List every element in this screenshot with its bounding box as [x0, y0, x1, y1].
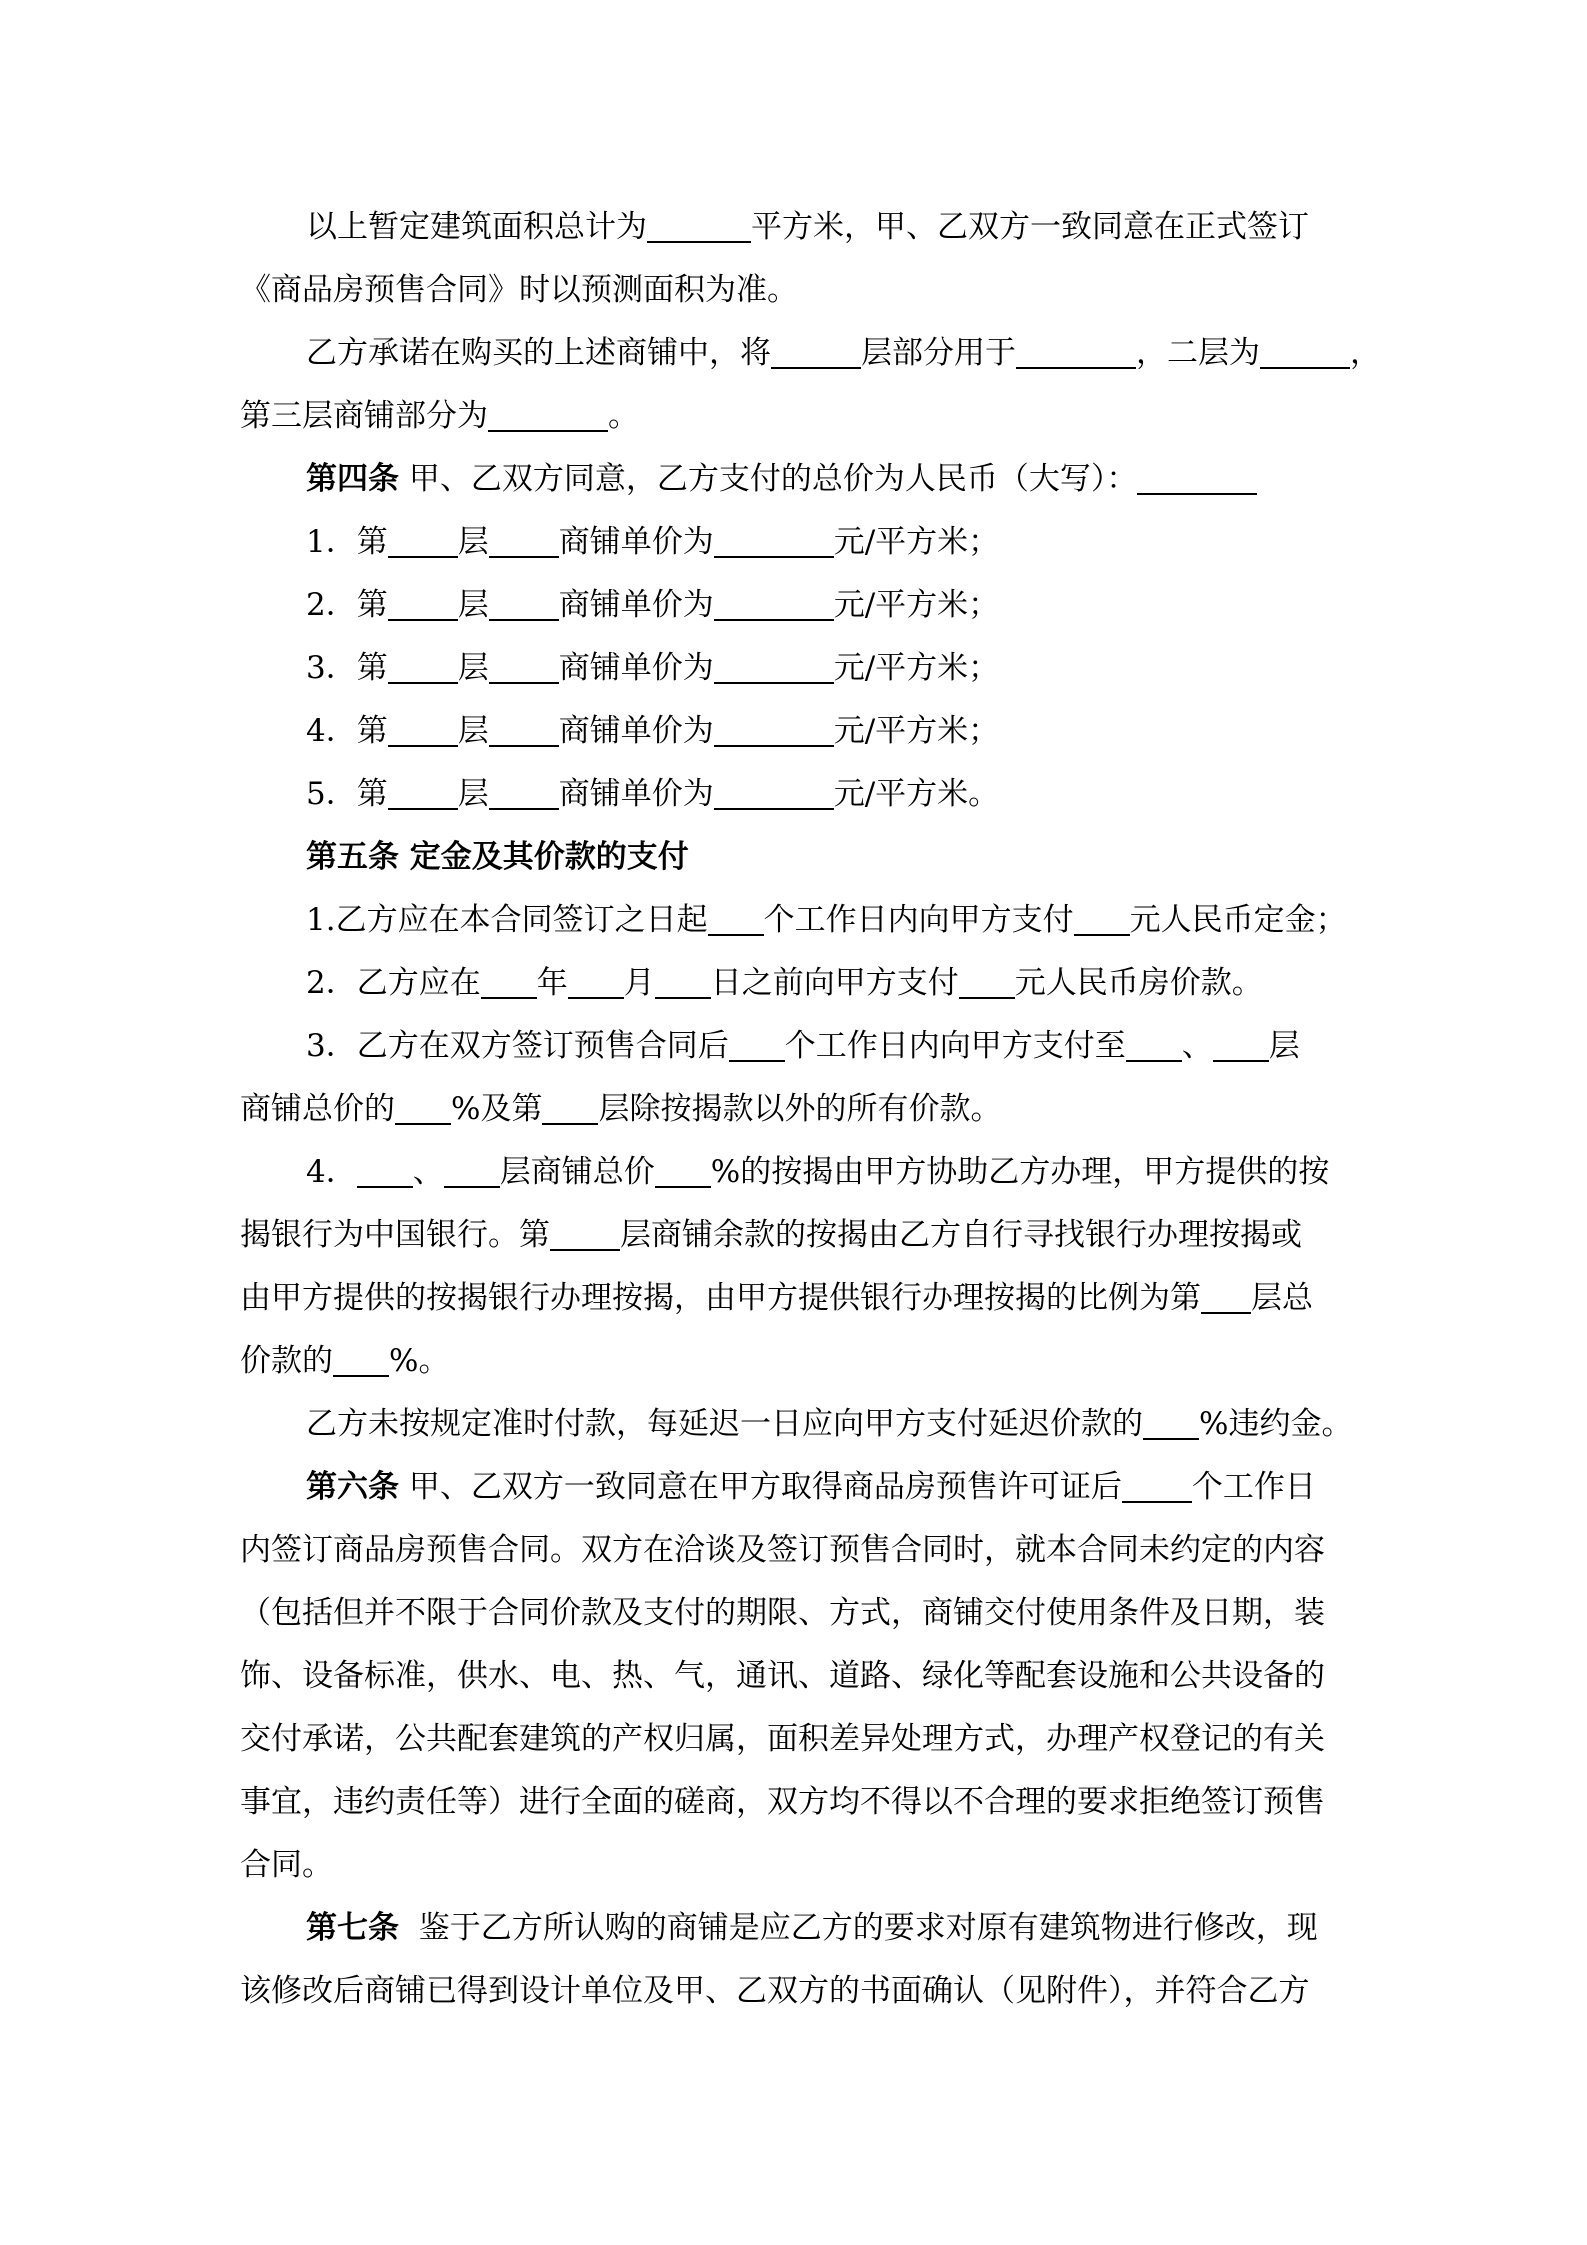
text: 揭银行为中国银行。第 — [240, 1217, 550, 1253]
text: 该修改后商铺已得到设计单位及甲、乙双方的书面确认（见附件），并符合乙方 — [240, 1973, 1310, 2009]
text: 3．乙方在双方签订预售合同后 — [306, 1028, 729, 1064]
blank-field — [1126, 1030, 1182, 1062]
article-title: 第六条 — [306, 1469, 399, 1505]
text: 层部分用于 — [861, 335, 1016, 371]
article-6-line-2 — [240, 1530, 1367, 1570]
blank-field — [388, 652, 458, 684]
payment-item-1 — [306, 900, 1367, 940]
text: 商铺单价为 — [558, 524, 714, 560]
blank-field — [1074, 904, 1130, 936]
blank-field — [729, 1030, 785, 1062]
text: 元/平方米。 — [833, 776, 1000, 812]
text: 商铺单价为 — [558, 713, 714, 749]
blank-field — [771, 337, 861, 369]
text: 层 — [457, 650, 489, 686]
text: 个工作日内向甲方支付 — [763, 902, 1074, 938]
blank-field — [489, 652, 559, 684]
text: 甲、乙双方一致同意在甲方取得商品房预售许可证后 — [408, 1469, 1122, 1505]
blank-field — [550, 1219, 620, 1251]
text: 商铺总价的 — [240, 1091, 395, 1127]
blank-field — [714, 715, 834, 747]
paragraph-promise-line-2 — [240, 396, 1367, 436]
blank-field — [655, 1156, 711, 1188]
text: 4． — [306, 1154, 357, 1190]
blank-field — [388, 778, 458, 810]
text: （包括但并不限于合同价款及支付的期限、方式，商铺交付使用条件及日期，装 — [240, 1595, 1325, 1631]
blank-field — [647, 211, 751, 243]
price-item — [306, 711, 1367, 751]
text: 2．第 — [306, 587, 388, 623]
text: 层商铺余款的按揭由乙方自行寻找银行办理按揭或 — [620, 1217, 1302, 1253]
text: 乙方承诺在购买的上述商铺中，将 — [306, 335, 771, 371]
text: 层 — [1268, 1028, 1300, 1064]
article-6-line-5 — [240, 1719, 1367, 1759]
article-6-line-3 — [240, 1593, 1367, 1633]
late-payment-clause — [306, 1404, 1367, 1444]
blank-field — [388, 526, 458, 558]
text: 、 — [1181, 1028, 1213, 1064]
article-title: 第五条 定金及其价款的支付 — [306, 839, 689, 875]
text: 层 — [457, 524, 489, 560]
text: ，二层为 — [1136, 335, 1260, 371]
text: 饰、设备标准，供水、电、热、气，通讯、道路、绿化等配套设施和公共设备的 — [240, 1658, 1325, 1694]
blank-field — [1213, 1030, 1269, 1062]
payment-item-4-line-3 — [240, 1278, 1367, 1318]
text: 层 — [457, 713, 489, 749]
payment-item-2 — [306, 963, 1367, 1003]
text: 日之前向甲方支付 — [710, 965, 959, 1001]
article-6-line-7 — [240, 1845, 1367, 1885]
article-6-line-6 — [240, 1782, 1367, 1822]
text: 个工作日内向甲方支付至 — [784, 1028, 1126, 1064]
article-title: 第四条 — [306, 461, 399, 497]
text: %。 — [389, 1343, 450, 1379]
text: 由甲方提供的按揭银行办理按揭，由甲方提供银行办理按揭的比例为第 — [240, 1280, 1201, 1316]
text: %及第 — [451, 1091, 543, 1127]
blank-field — [714, 778, 834, 810]
price-item — [306, 585, 1367, 625]
blank-field — [357, 1156, 413, 1188]
text: 甲、乙双方同意，乙方支付的总价为人民币（大写）： — [408, 461, 1138, 497]
blank-field — [959, 967, 1015, 999]
text: 内签订商品房预售合同。双方在洽谈及签订预售合同时，就本合同未约定的内容 — [240, 1532, 1325, 1568]
text: 月 — [623, 965, 655, 1001]
blank-field — [489, 526, 559, 558]
text: 4．第 — [306, 713, 388, 749]
blank-field — [388, 589, 458, 621]
text: 层商铺总价 — [499, 1154, 655, 1190]
blank-field — [708, 904, 764, 936]
text: 以上暂定建筑面积总计为 — [306, 209, 647, 245]
text: 5．第 — [306, 776, 388, 812]
text: 元人民币房价款。 — [1014, 965, 1263, 1001]
blank-field — [395, 1093, 451, 1125]
text: 《商品房预售合同》时以预测面积为准。 — [240, 272, 798, 308]
blank-field — [655, 967, 711, 999]
text: 事宜，违约责任等）进行全面的磋商，双方均不得以不合理的要求拒绝签订预售 — [240, 1784, 1325, 1820]
payment-item-3-line-2 — [240, 1089, 1367, 1129]
text: 元/平方米； — [833, 713, 1000, 749]
payment-item-4-line-2 — [240, 1215, 1367, 1255]
text: 元/平方米； — [833, 587, 1000, 623]
blank-field — [333, 1345, 389, 1377]
price-item — [306, 522, 1367, 562]
blank-field — [714, 589, 834, 621]
text: 商铺单价为 — [558, 650, 714, 686]
price-item — [306, 648, 1367, 688]
text: 2．乙方应在 — [306, 965, 481, 1001]
article-6-line-1 — [306, 1467, 1367, 1507]
text: 层 — [457, 587, 489, 623]
text: 第三层商铺部分为 — [240, 398, 488, 434]
text: ， — [1350, 335, 1381, 371]
text: 鉴于乙方所认购的商铺是应乙方的要求对原有建筑物进行修改，现 — [418, 1910, 1318, 1946]
payment-item-3-line-1 — [306, 1026, 1367, 1066]
blank-field — [1260, 337, 1350, 369]
text: 。 — [608, 398, 639, 434]
text: 层总 — [1251, 1280, 1313, 1316]
blank-field — [714, 652, 834, 684]
blank-field — [1201, 1282, 1251, 1314]
paragraph-promise-line-1 — [306, 333, 1381, 373]
payment-item-4-line-1 — [306, 1152, 1367, 1192]
article-4-heading — [306, 459, 1367, 499]
blank-field — [1016, 337, 1136, 369]
text: 乙方未按规定准时付款，每延迟一日应向甲方支付延迟价款的 — [306, 1406, 1143, 1442]
text: 个工作日 — [1191, 1469, 1316, 1505]
article-6-line-4 — [240, 1656, 1367, 1696]
text: 价款的 — [240, 1343, 333, 1379]
paragraph-area-line-1 — [306, 207, 1367, 247]
text: 交付承诺，公共配套建筑的产权归属，面积差异处理方式，办理产权登记的有关 — [240, 1721, 1325, 1757]
text: %的按揭由甲方协助乙方办理，甲方提供的按 — [710, 1154, 1330, 1190]
text: 年 — [536, 965, 568, 1001]
blank-field — [444, 1156, 500, 1188]
blank-field — [488, 400, 608, 432]
blank-field — [1137, 463, 1257, 495]
article-title: 第七条 — [306, 1910, 399, 1946]
text: 元/平方米； — [833, 650, 1000, 686]
blank-field — [1122, 1471, 1192, 1503]
text: 层除按揭款以外的所有价款。 — [598, 1091, 1002, 1127]
article-7-line-1 — [306, 1908, 1367, 1948]
blank-field — [1143, 1408, 1199, 1440]
text: 、 — [412, 1154, 444, 1190]
text: 元/平方米； — [833, 524, 1000, 560]
blank-field — [489, 589, 559, 621]
blank-field — [481, 967, 537, 999]
text: 3．第 — [306, 650, 388, 686]
blank-field — [489, 715, 559, 747]
text: 元人民币定金； — [1129, 902, 1347, 938]
blank-field — [489, 778, 559, 810]
article-7-line-2 — [240, 1971, 1367, 2011]
text: 1．第 — [306, 524, 388, 560]
text: 层 — [457, 776, 489, 812]
text: 1.乙方应在本合同签订之日起 — [306, 902, 708, 938]
paragraph-area-line-2 — [240, 270, 1367, 310]
article-5-heading — [306, 837, 1367, 877]
price-item — [306, 774, 1367, 814]
blank-field — [542, 1093, 598, 1125]
text: 平方米，甲、乙双方一致同意在正式签订 — [751, 209, 1309, 245]
blank-field — [388, 715, 458, 747]
text: 商铺单价为 — [558, 776, 714, 812]
payment-item-4-line-4 — [240, 1341, 1367, 1381]
blank-field — [568, 967, 624, 999]
text: 商铺单价为 — [558, 587, 714, 623]
text: 合同。 — [240, 1847, 333, 1883]
blank-field — [714, 526, 834, 558]
text: %违约金。 — [1199, 1406, 1353, 1442]
